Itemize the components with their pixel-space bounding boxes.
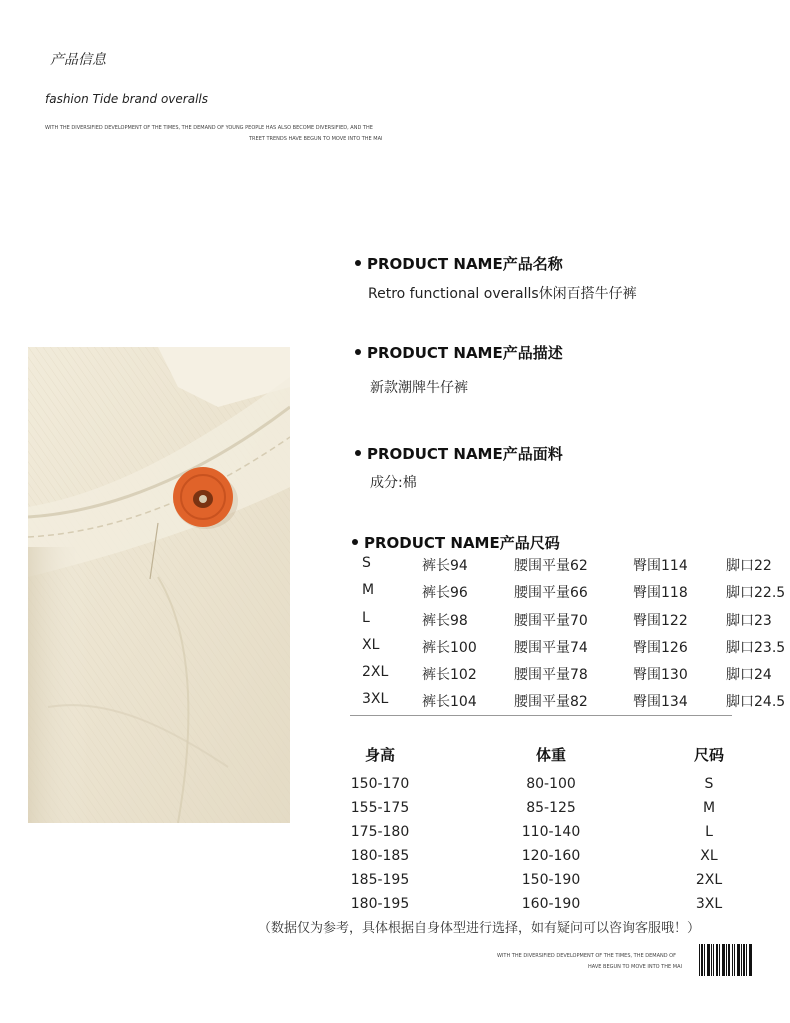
table-divider bbox=[350, 715, 732, 716]
product-name-heading: PRODUCT NAME产品名称 bbox=[355, 253, 563, 274]
waist-cell: 腰围平量74 bbox=[514, 639, 588, 656]
weight-cell: 85-125 bbox=[526, 800, 576, 816]
waist-cell: 腰围平量62 bbox=[514, 558, 588, 574]
hip-cell: 臀围126 bbox=[633, 639, 688, 656]
waist-cell: 腰围平量70 bbox=[514, 612, 588, 629]
table-row bbox=[350, 662, 790, 689]
table-row bbox=[350, 635, 790, 662]
weight-cell: 80-100 bbox=[526, 776, 576, 792]
height-cell: 180-195 bbox=[350, 896, 410, 912]
size-label: L bbox=[362, 609, 370, 626]
size-label: M bbox=[362, 582, 375, 599]
weight-cell: 110-140 bbox=[521, 824, 581, 840]
length-cell: 裤长98 bbox=[422, 612, 468, 629]
hem-cell: 脚口23.5 bbox=[726, 639, 786, 656]
tagline-line2: TREET TRENDS HAVE BEGUN TO MOVE INTO THE MAI bbox=[249, 136, 383, 142]
size-label: 3XL bbox=[362, 691, 389, 708]
hem-cell: 脚口22.5 bbox=[726, 585, 786, 602]
footer-line1: WITH THE DIVERSIFIED DEVELOPMENT OF THE TIMES, THE DEMAND OF bbox=[497, 953, 676, 959]
table-row bbox=[330, 776, 760, 800]
size-cell: XL bbox=[700, 848, 718, 864]
size-cell: L bbox=[705, 824, 713, 840]
product-fabric-heading: PRODUCT NAME产品面料 bbox=[355, 443, 563, 464]
height-header: 身高 bbox=[364, 746, 395, 764]
length-cell: 裤长96 bbox=[422, 585, 468, 602]
size-header: 尺码 bbox=[693, 746, 724, 764]
size-cell: 2XL bbox=[695, 872, 723, 888]
hem-cell: 脚口24.5 bbox=[726, 694, 786, 711]
weight-cell: 160-190 bbox=[521, 896, 581, 912]
height-cell: 180-185 bbox=[350, 848, 410, 864]
hip-cell: 臀围122 bbox=[633, 612, 688, 629]
table-row bbox=[330, 848, 760, 872]
tagline-line1: WITH THE DIVERSIFIED DEVELOPMENT OF THE TIMES, THE DEMAND OF YOUNG PEOPLE HAS ALSO BECOME DIVERSIFIED, AND THE bbox=[45, 125, 373, 131]
product-photo bbox=[28, 347, 290, 823]
weight-header: 体重 bbox=[535, 746, 566, 764]
table-row bbox=[350, 608, 790, 635]
table-row bbox=[350, 689, 790, 716]
page-title: 产品信息 bbox=[50, 52, 106, 68]
size-table bbox=[350, 553, 790, 717]
height-cell: 150-170 bbox=[350, 776, 410, 792]
table-row bbox=[350, 580, 790, 607]
size-cell: S bbox=[704, 776, 714, 792]
waist-cell: 腰围平量66 bbox=[514, 585, 588, 602]
table-row bbox=[330, 824, 760, 848]
hem-cell: 脚口23 bbox=[726, 612, 772, 629]
table-row bbox=[330, 872, 760, 896]
length-cell: 裤长104 bbox=[422, 694, 477, 711]
product-name-value: Retro functional overalls休闲百搭牛仔裤 bbox=[368, 286, 637, 302]
size-cell: 3XL bbox=[695, 896, 723, 912]
bullet-dot-icon bbox=[355, 349, 361, 355]
size-cell: M bbox=[702, 800, 716, 816]
hip-cell: 臀围114 bbox=[633, 558, 688, 574]
height-cell: 185-195 bbox=[350, 872, 410, 888]
height-cell: 155-175 bbox=[350, 800, 410, 816]
product-description-value: 新款潮牌牛仔裤 bbox=[370, 380, 468, 396]
waist-cell: 腰围平量82 bbox=[514, 694, 588, 711]
height-cell: 175-180 bbox=[350, 824, 410, 840]
footer-line2: HAVE BEGUN TO MOVE INTO THE MAI bbox=[588, 964, 682, 970]
length-cell: 裤长102 bbox=[422, 667, 477, 684]
bullet-dot-icon bbox=[355, 450, 361, 456]
table-header bbox=[330, 744, 760, 776]
hem-cell: 脚口24 bbox=[726, 667, 772, 684]
product-description-heading: PRODUCT NAME产品描述 bbox=[355, 342, 563, 363]
length-cell: 裤长100 bbox=[422, 639, 477, 656]
hip-cell: 臀围130 bbox=[633, 667, 688, 684]
table-row bbox=[350, 553, 790, 580]
hip-cell: 臀围134 bbox=[633, 694, 688, 711]
body-size-table bbox=[330, 744, 760, 920]
size-label: 2XL bbox=[362, 664, 389, 681]
page-subtitle: fashion Tide brand overalls bbox=[45, 92, 208, 106]
weight-cell: 120-160 bbox=[521, 848, 581, 864]
size-label: S bbox=[362, 555, 371, 571]
bullet-dot-icon bbox=[352, 539, 358, 545]
waist-cell: 腰围平量78 bbox=[514, 667, 588, 684]
product-fabric-value: 成分:棉 bbox=[370, 475, 417, 491]
barcode-icon bbox=[699, 944, 752, 976]
weight-cell: 150-190 bbox=[521, 872, 581, 888]
length-cell: 裤长94 bbox=[422, 558, 468, 574]
bullet-dot-icon bbox=[355, 260, 361, 266]
size-label: XL bbox=[362, 636, 380, 653]
table-row bbox=[330, 800, 760, 824]
reference-note: （数据仅为参考，具体根据自身体型进行选择，如有疑问可以咨询客服哦！） bbox=[258, 921, 701, 936]
hem-cell: 脚口22 bbox=[726, 558, 772, 574]
hip-cell: 臀围118 bbox=[633, 585, 688, 602]
product-size-heading: PRODUCT NAME产品尺码 bbox=[352, 532, 560, 553]
